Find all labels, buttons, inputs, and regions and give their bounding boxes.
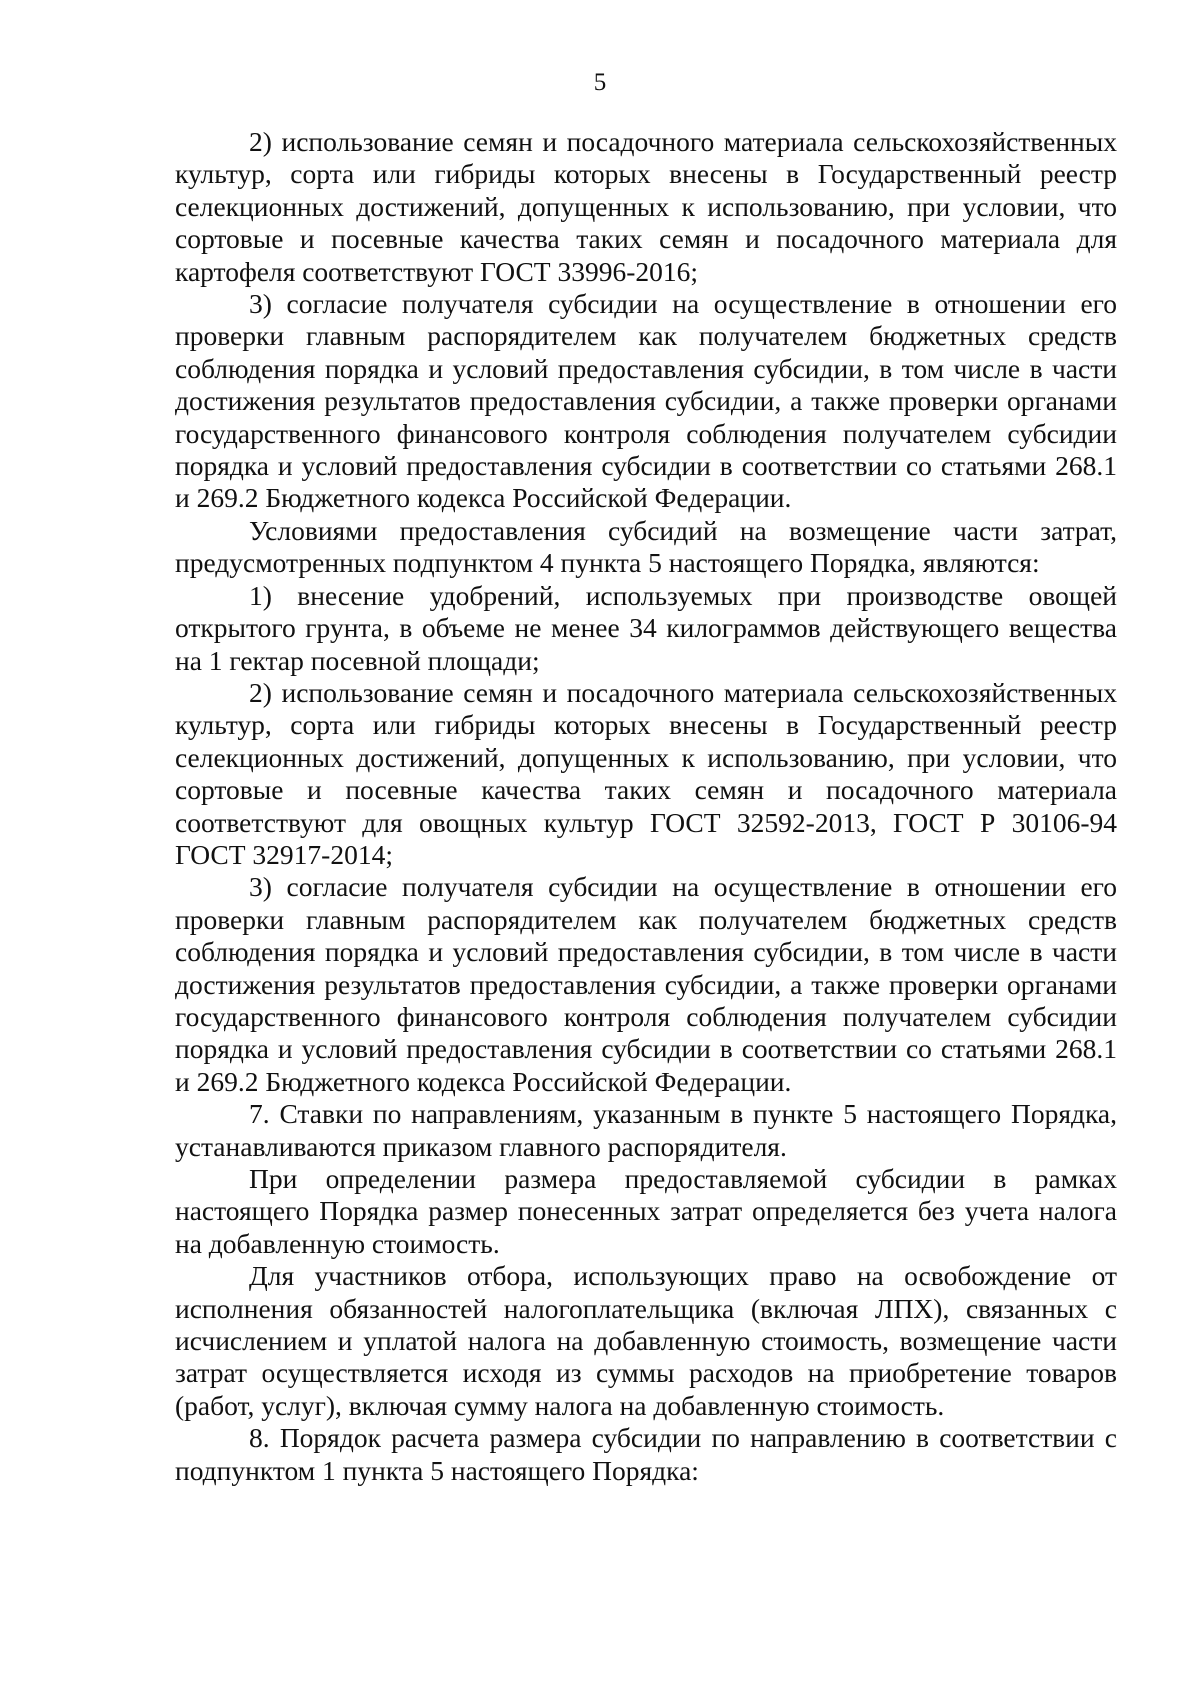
page-number: 5 (593, 69, 607, 96)
paragraph-section-8-calculation: 8. Порядок расчета размера субсидии по направлению в соответствии с подпунктом 1 пункта 5 настоящего Порядка: (175, 1422, 1117, 1486)
paragraph-item-3-consent: 3) согласие получателя субсидии на осуществление в отношении его проверки главным распорядителем как получателем бюджетных средств соблюдения порядка и условий предоставления субсидии, в том числе в части достижения результатов предоставления субсидии, а также проверки органами государственного финансового контроля соблюдения получателем субсидии порядка и условий предоставления субсидии в соответствии со статьями 268.1 и 269.2 Бюджетного кодекса Российской Федерации. (175, 288, 1117, 514)
document-body (175, 126, 1117, 1487)
paragraph-item-3-consent-repeat: 3) согласие получателя субсидии на осуществление в отношении его проверки главным распорядителем как получателем бюджетных средств соблюдения порядка и условий предоставления субсидии, в том числе в части достижения результатов предоставления субсидии, а также проверки органами государственного финансового контроля соблюдения получателем субсидии порядка и условий предоставления субсидии в соответствии со статьями 268.1 и 269.2 Бюджетного кодекса Российской Федерации. (175, 871, 1117, 1097)
paragraph-vat-exempt-participants: Для участников отбора, использующих право на освобождение от исполнения обязанностей налогоплательщика (включая ЛПХ), связанных с исчислением и уплатой налога на добавленную стоимость, возмещение части затрат осуществляется исходя из суммы расходов на приобретение товаров (работ, услуг), включая сумму налога на добавленную стоимость. (175, 1260, 1117, 1421)
paragraph-vat-exclusion: При определении размера предоставляемой субсидии в рамках настоящего Порядка размер понесенных затрат определяется без учета налога на добавленную стоимость. (175, 1163, 1117, 1259)
paragraph-section-7-rates: 7. Ставки по направлениям, указанным в пункте 5 настоящего Порядка, устанавливаются приказом главного распорядителя. (175, 1098, 1117, 1162)
paragraph-item-2-seeds-vegetables: 2) использование семян и посадочного материала сельскохозяйственных культур, сорта или гибриды которых внесены в Государственный реестр селекционных достижений, допущенных к использованию, при условии, что сортовые и посевные качества таких семян и посадочного материала соответствуют для овощных культур ГОСТ 32592-2013, ГОСТ Р 30106-94 ГОСТ 32917-2014; (175, 676, 1117, 870)
paragraph-conditions-intro: Условиями предоставления субсидий на возмещение части затрат, предусмотренных подпунктом 4 пункта 5 настоящего Порядка, являются: (175, 514, 1117, 579)
paragraph-item-1-fertilizers: 1) внесение удобрений, используемых при производстве овощей открытого грунта, в объеме не менее 34 килограммов действующего вещества на 1 гектар посевной площади; (175, 579, 1117, 676)
paragraph-item-2-seeds-potato: 2) использование семян и посадочного материала сельскохозяйственных культур, сорта или гибриды которых внесены в Государственный реестр селекционных достижений, допущенных к использованию, при условии, что сортовые и посевные качества таких семян и посадочного материала для картофеля соответствуют ГОСТ 33996-2016; (175, 126, 1117, 287)
